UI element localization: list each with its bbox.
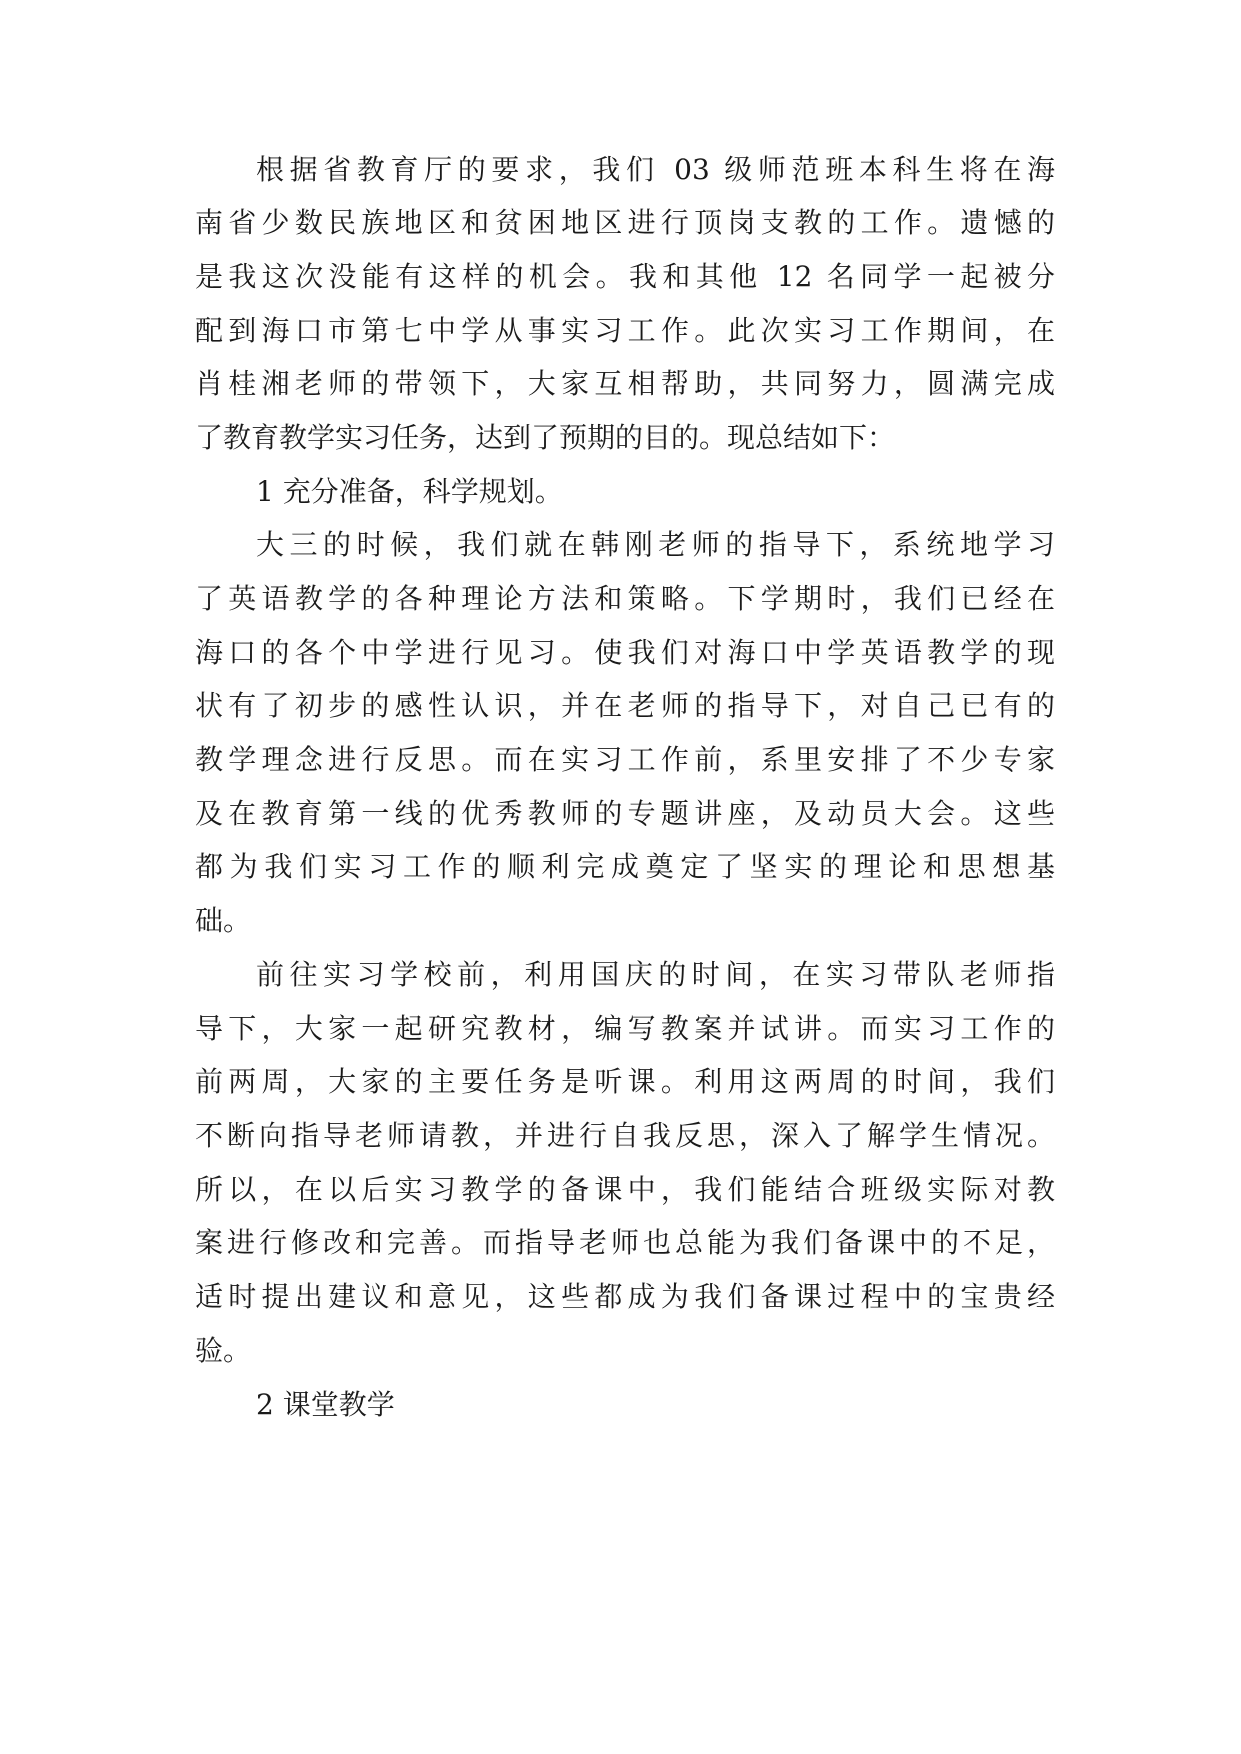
text-line: 大三的时候，我们就在韩刚老师的指导下，系统地学习 bbox=[256, 528, 1055, 561]
text-line: 是我这次没能有这样的机会。我和其他 12 名同学一起被分 bbox=[195, 260, 1055, 293]
text-line: 了英语教学的各种理论方法和策略。下学期时，我们已经在 bbox=[195, 582, 1055, 615]
text-line: 海口的各个中学进行见习。使我们对海口中学英语教学的现 bbox=[195, 636, 1055, 669]
text-line: 2 课堂教学 bbox=[256, 1388, 395, 1421]
text-line: 适时提出建议和意见，这些都成为我们备课过程中的宝贵经 bbox=[195, 1280, 1055, 1313]
text-line: 1 充分准备，科学规划。 bbox=[256, 475, 563, 508]
text-line: 案进行修改和完善。而指导老师也总能为我们备课中的不足， bbox=[195, 1226, 1055, 1259]
text-line: 验。 bbox=[195, 1334, 252, 1367]
text-line: 了教育教学实习任务，达到了预期的目的。现总结如下： bbox=[195, 421, 896, 454]
text-line: 教学理念进行反思。而在实习工作前，系里安排了不少专家 bbox=[195, 743, 1055, 776]
text-line: 前两周，大家的主要任务是听课。利用这两周的时间，我们 bbox=[195, 1065, 1055, 1098]
text-line: 导下，大家一起研究教材，编写教案并试讲。而实习工作的 bbox=[195, 1012, 1055, 1045]
text-line: 都为我们实习工作的顺利完成奠定了坚实的理论和思想基 bbox=[195, 850, 1055, 883]
text-line: 及在教育第一线的优秀教师的专题讲座，及动员大会。这些 bbox=[195, 797, 1055, 830]
text-line: 状有了初步的感性认识，并在老师的指导下，对自己已有的 bbox=[195, 689, 1055, 722]
text-line: 础。 bbox=[195, 904, 252, 937]
text-line: 南省少数民族地区和贫困地区进行顶岗支教的工作。遗憾的 bbox=[195, 206, 1055, 239]
text-line: 根据省教育厅的要求，我们 03 级师范班本科生将在海 bbox=[256, 153, 1055, 186]
text-line: 不断向指导老师请教，并进行自我反思，深入了解学生情况。 bbox=[195, 1119, 1055, 1152]
text-line: 前往实习学校前，利用国庆的时间，在实习带队老师指 bbox=[256, 958, 1055, 991]
text-line: 所以，在以后实习教学的备课中，我们能结合班级实际对教 bbox=[195, 1173, 1055, 1206]
text-line: 肖桂湘老师的带领下，大家互相帮助，共同努力，圆满完成 bbox=[195, 367, 1055, 400]
text-line: 配到海口市第七中学从事实习工作。此次实习工作期间，在 bbox=[195, 314, 1055, 347]
